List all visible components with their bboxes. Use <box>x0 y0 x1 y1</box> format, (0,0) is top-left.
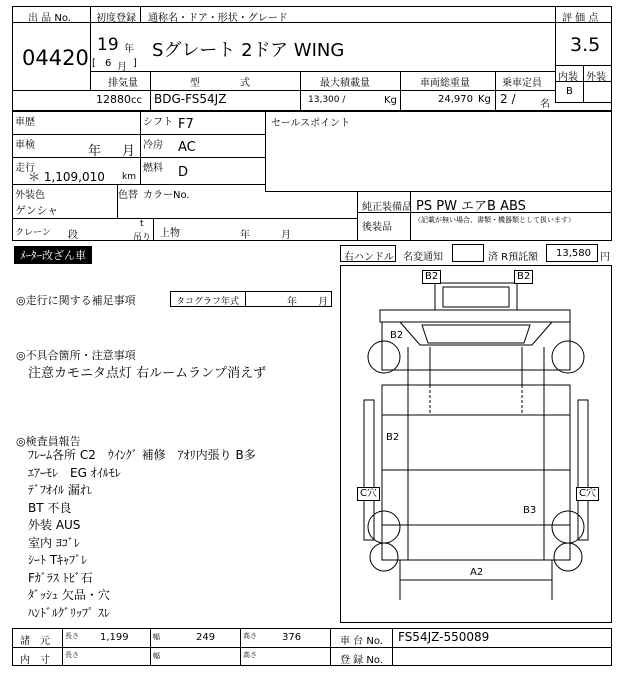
gross-weight-unit: Kg <box>478 94 491 105</box>
damage-mark: C穴 <box>357 487 380 501</box>
loading-label: 上物 <box>160 228 180 239</box>
damage-mark: A2 <box>470 567 484 578</box>
car-name: Sグレート 2ドア WING <box>152 40 345 61</box>
crane-hook-unit: 吊り <box>133 233 152 243</box>
first-reg-month: 6 <box>105 58 112 69</box>
meter-tamper-banner: ﾒｰﾀｰ改ざん車 <box>14 246 92 264</box>
aircon-label: 冷房 <box>143 140 163 151</box>
height: 376 <box>282 632 302 643</box>
fuel-label: 燃料 <box>143 163 163 174</box>
inner-width-label: 幅 <box>153 652 160 660</box>
first-reg-label: 初度登録 <box>96 13 136 24</box>
tachograph-month-unit: 月 <box>318 297 328 308</box>
max-load-unit: Kg <box>384 95 397 106</box>
defects-text: 注意カモニタ点灯 右ルームランプ消えず <box>28 366 267 381</box>
name-change-box[interactable] <box>452 244 484 262</box>
fuel: D <box>178 165 189 180</box>
loading-year-unit: 年 <box>240 230 250 241</box>
inspector-label: ◎検査員報告 <box>16 435 81 448</box>
crane-ton-unit: t <box>140 219 144 229</box>
inspector-line: ﾌﾚｰﾑ各所 C2 ｳｲﾝｸﾞ 補修 ｱｵﾘ内張り B多 <box>28 448 256 462</box>
damage-mark: B2 <box>422 270 441 284</box>
inspector-line: Fｶﾞﾗｽ ﾄﾋﾞ石 <box>28 570 93 585</box>
max-load: 13,300 / <box>308 95 346 105</box>
shift-label: シフト <box>143 117 173 128</box>
length: 1,199 <box>100 632 129 643</box>
first-reg-year-unit: 年 <box>124 44 134 55</box>
capacity-unit: 名 <box>540 99 550 110</box>
mileage: ＊ 1,109,010 <box>28 170 105 184</box>
recycle-label: 済 R預託額 <box>488 252 539 263</box>
tachograph-year-unit: 年 <box>287 297 297 308</box>
chassis-label: 車 台 No. <box>340 636 383 647</box>
inner-label: 内 寸 <box>20 655 50 666</box>
first-reg-month-unit: 月 <box>117 62 127 73</box>
mileage-unit: km <box>122 172 136 182</box>
inspector-line: 室内 ﾖｺﾞﾚ <box>28 535 80 550</box>
exterior-label: 外装 <box>586 72 606 83</box>
retrofit-note: （記載が無い場合、書類・機器類として扱います） <box>414 216 575 224</box>
width: 249 <box>196 632 216 643</box>
inspector-line: ﾃﾞﾌｵｲﾙ 漏れ <box>28 483 92 497</box>
width-label: 幅 <box>153 633 160 641</box>
inspector-line: 外装 AUS <box>28 518 81 532</box>
gross-weight: 24,970 <box>438 94 473 105</box>
mileage-label: 走行 <box>15 163 35 174</box>
recycle-unit: 円 <box>600 252 610 263</box>
inspector-list <box>28 447 256 622</box>
aircon: AC <box>178 140 196 155</box>
car-name-label: 通称名・ドア・形状・グレード <box>148 13 288 24</box>
inspector-line: BT 不良 <box>28 500 72 515</box>
displacement-unit: cc <box>131 95 142 106</box>
inspector-line: ｼｰﾄ Tｷｬﾌﾞﾚ <box>28 553 88 567</box>
history-label: 車歴 <box>15 117 35 128</box>
inspection-month-unit: 月 <box>122 144 136 159</box>
shift: F7 <box>178 117 194 132</box>
model-label: 型 式 <box>190 78 250 89</box>
score: 3.5 <box>570 34 601 56</box>
inspector-line: ﾊﾝﾄﾞﾙｸﾞﾘｯﾌﾟ ｽﾚ <box>28 605 110 620</box>
color-no-label: カラーNo. <box>143 190 190 201</box>
crane-label: クレーン <box>15 228 51 238</box>
displacement-label: 排気量 <box>108 78 138 89</box>
recycle-amount: 13,580 <box>556 248 591 259</box>
model: BDG-FS54JZ <box>154 92 227 106</box>
dims-label: 諸 元 <box>20 636 50 647</box>
damage-mark: B2 <box>386 432 400 443</box>
interior-label: 内装 <box>558 72 578 83</box>
color-code-label: 色替 <box>118 190 138 201</box>
sales-point-label: セールスポイント <box>271 118 351 129</box>
damage-mark: B2 <box>514 270 533 284</box>
driving-label: ◎走行に関する補足事項 <box>16 294 136 307</box>
equipment-label: 純正装備品 <box>362 202 412 213</box>
damage-mark: B2 <box>390 330 404 341</box>
chassis: FS54JZ-550089 <box>398 630 490 644</box>
gross-weight-label: 車両総重量 <box>420 78 470 89</box>
inspector-line: ｴｱｰﾓﾚ EG ｵｲﾙﾓﾚ <box>28 465 121 480</box>
inspection-year-unit: 年 <box>88 144 102 159</box>
interior-grade: B <box>566 86 573 97</box>
steering: 右ハンドル <box>344 252 394 263</box>
defects-label: ◎不具合箇所・注意事項 <box>16 349 136 362</box>
retrofit-label: 後装品 <box>362 222 392 233</box>
damage-mark: B3 <box>523 505 537 516</box>
lot-no: 04420 <box>22 46 89 70</box>
reg-label: 登 録 No. <box>340 655 383 666</box>
name-change-label: 名変通知 <box>403 252 443 263</box>
ext-color-label: 外装色 <box>15 190 45 201</box>
equipment: PS PW エアB ABS <box>416 199 526 214</box>
inspector-line: ﾀﾞｯｼｭ 欠品・穴 <box>28 588 110 602</box>
first-reg-year: 19 <box>97 35 119 55</box>
height-label: 高さ <box>243 632 257 640</box>
lot-no-label: 出 品 No. <box>28 13 71 24</box>
inspection-label: 車検 <box>15 140 35 151</box>
capacity: 2 / <box>500 92 516 106</box>
max-load-label: 最大積載量 <box>320 78 370 89</box>
tachograph-label: タコグラフ年式 <box>176 297 240 307</box>
ext-color: ゲンシャ <box>15 204 59 217</box>
loading-month-unit: 月 <box>281 230 291 241</box>
capacity-label: 乗車定員 <box>502 78 542 89</box>
damage-mark: C穴 <box>576 487 599 501</box>
length-label: 長さ <box>65 632 79 640</box>
inner-length-label: 長さ <box>65 651 79 659</box>
inner-height-label: 高さ <box>243 651 257 659</box>
crane-stage-unit: 段 <box>68 230 78 241</box>
displacement: 12880 <box>96 93 131 106</box>
score-label: 評 価 点 <box>562 13 599 24</box>
